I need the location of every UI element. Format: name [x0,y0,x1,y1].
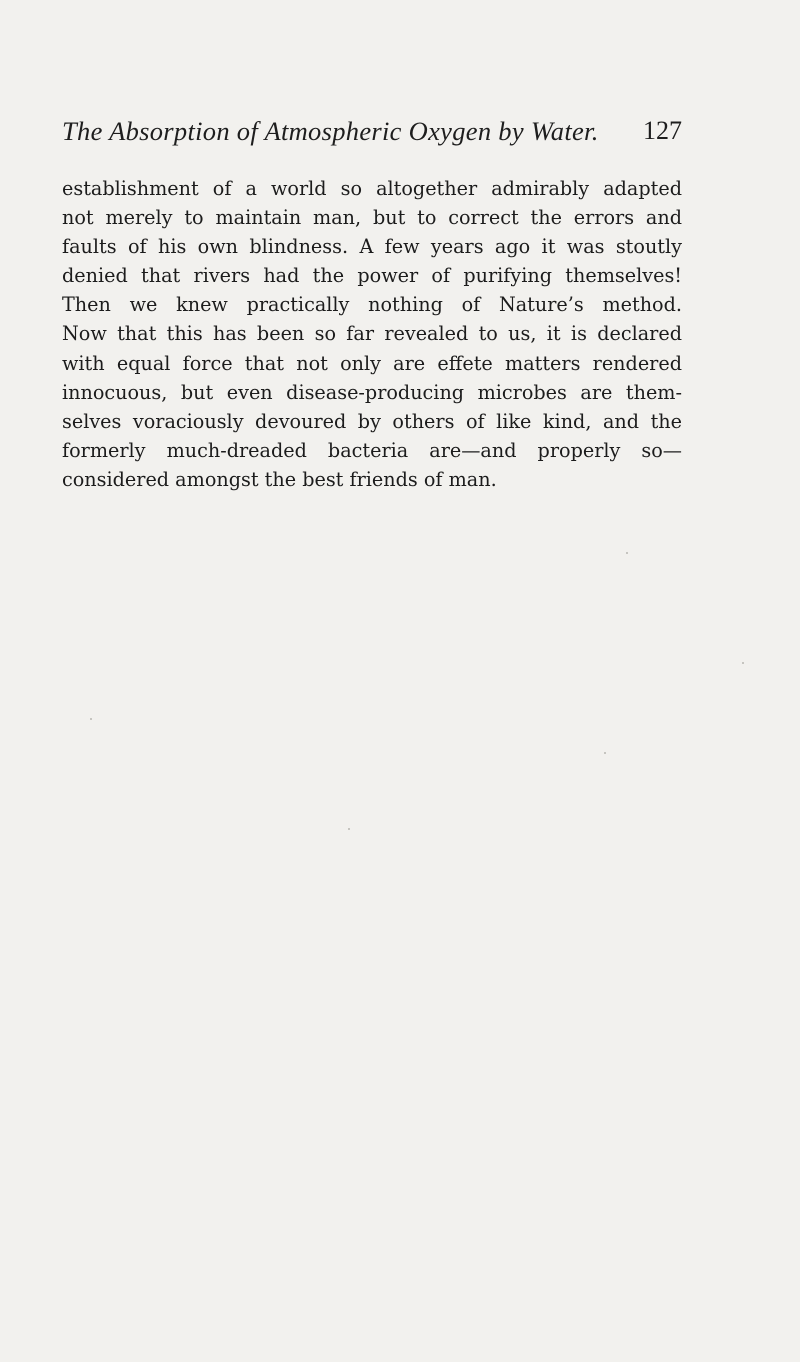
paper-speck [604,752,606,754]
running-head-title: The Absorption of Atmospheric Oxygen by Water. [62,116,599,146]
text-line: Now that this has been so far revealed to us, it is declared [62,322,682,346]
text-line: selves voraciously devoured by others of like kind, and the [62,409,682,433]
text-line: faults of his own blindness. A few years ago it was stoutly [62,235,682,259]
paper-speck [90,718,92,720]
text-line: innocuous, but even disease-producing microbes are them- [62,380,682,404]
text-line: denied that rivers had the power of purifying themselves! [62,264,682,288]
paper-speck [348,828,350,830]
text-line: Then we knew practically nothing of Nature’s method. [62,293,682,317]
body-paragraph [62,174,682,494]
text-line: formerly much-dreaded bacteria are—and properly so— [62,438,682,462]
paper-speck [626,552,628,554]
text-line: considered amongst the best friends of man. [62,467,497,491]
page-number: 127 [643,116,682,145]
text-line: not merely to maintain man, but to correct the errors and [62,206,682,230]
paper-speck [742,662,744,664]
running-head [62,116,682,156]
text-line: establishment of a world so altogether admirably adapted [62,177,682,200]
text-line: with equal force that not only are effete matters rendered [62,351,682,375]
